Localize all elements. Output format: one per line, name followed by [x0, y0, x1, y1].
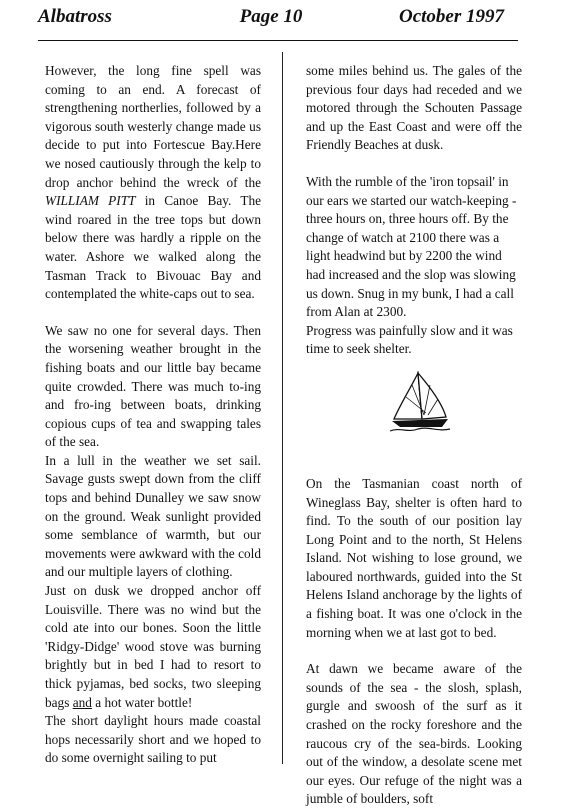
paragraph-daylight: The short daylight hours made coastal hops necessarily short and we hoped to do some overnight sailing to put: [45, 713, 261, 766]
paragraph-fishing-boats: We saw no one for several days. Then the worsening weather brought in the fishing boats and our little bay became quite crowded. There was much to-ing and fro-ing between boats, drinking copious cups of tea and swapping tales of the sea.: [45, 322, 261, 450]
paragraph-watch-keeping: With the rumble of the 'iron topsail' in our ears we started our watch-keeping - three hours on, three hours off. By the change of watch at 2100 there was a light headwind but by 2200 the wind had increased and the slop was slowing us down. Snug in my bunk, I had a call from Alan at 2300.: [306, 173, 517, 320]
issue-date: October 1997: [398, 6, 504, 27]
sailboat-icon: [388, 369, 452, 435]
paragraph-shelter: Progress was painfully slow and it was time to seek shelter.: [306, 322, 513, 357]
header-rule: [38, 40, 518, 41]
paragraph-wineglass-bay: On the Tasmanian coast north of Wineglass Bay, shelter is often hard to find. To the south of our position lay Long Point and to the north, St Helens Island. Not wishing to lose ground, we laboured northwards, guided into the St Helens Island anchorage by the lights of a fishing boat. It was one o'clock in the morning when we at last got to bed.: [306, 475, 522, 640]
paragraph-louisville: Just on dusk we dropped anchor off Louisville. There was no wind but the cold ate into our bones. Soon the little 'Ridgy-Didge' wood stove was burning brightly but in bed I had to resort to thick pyjamas, bed socks, two sleeping bags and a hot water bottle!: [45, 583, 261, 710]
ship-name: WILLIAM PITT: [45, 193, 136, 209]
publication-title: Albatross: [38, 6, 112, 27]
paragraph-fortescue: However, the long fine spell was coming to an end. A forecast of strengthening northerlies, followed by a vigorous south westerly change made us decide to put into Fortescue Bay.Here we nosed cautiously through the kelp to drop anchor behind the wreck of the WILLIAM PITT in Canoe Bay. The wind roared in the tree tops but down below there was hardly a ripple on the water. Ashore we walked along the Tasman Track to Bivouac Bay and contemplated the white-caps out to sea.: [45, 63, 261, 302]
right-column: [306, 62, 522, 809]
column-divider: [282, 52, 283, 764]
paragraph-dawn: At dawn we became aware of the sounds of the sea - the slosh, splash, gurgle and swoosh of the surf as it crashed on the rocky foreshore and the raucous cry of the sea-birds. Looking out of the window, a desolate scene met our eyes. Our refuge of the night was a jumble of boulders, soft: [306, 661, 522, 807]
page-header: [38, 6, 504, 36]
page-number: Page 10: [239, 6, 303, 27]
paragraph-schouten: some miles behind us. The gales of the previous four days had receded and we motored through the Schouten Passage and up the East Coast and were off the Friendly Beaches at dusk.: [306, 63, 522, 153]
left-column: [45, 62, 261, 768]
paragraph-set-sail: In a lull in the weather we set sail. Savage gusts swept down from the cliff tops and behind Dunalley we saw snow on the ground. Weak sunlight provided some semblance of warmth, but our movements were awkward with the cold and our multiple layers of clothing.: [45, 452, 261, 580]
